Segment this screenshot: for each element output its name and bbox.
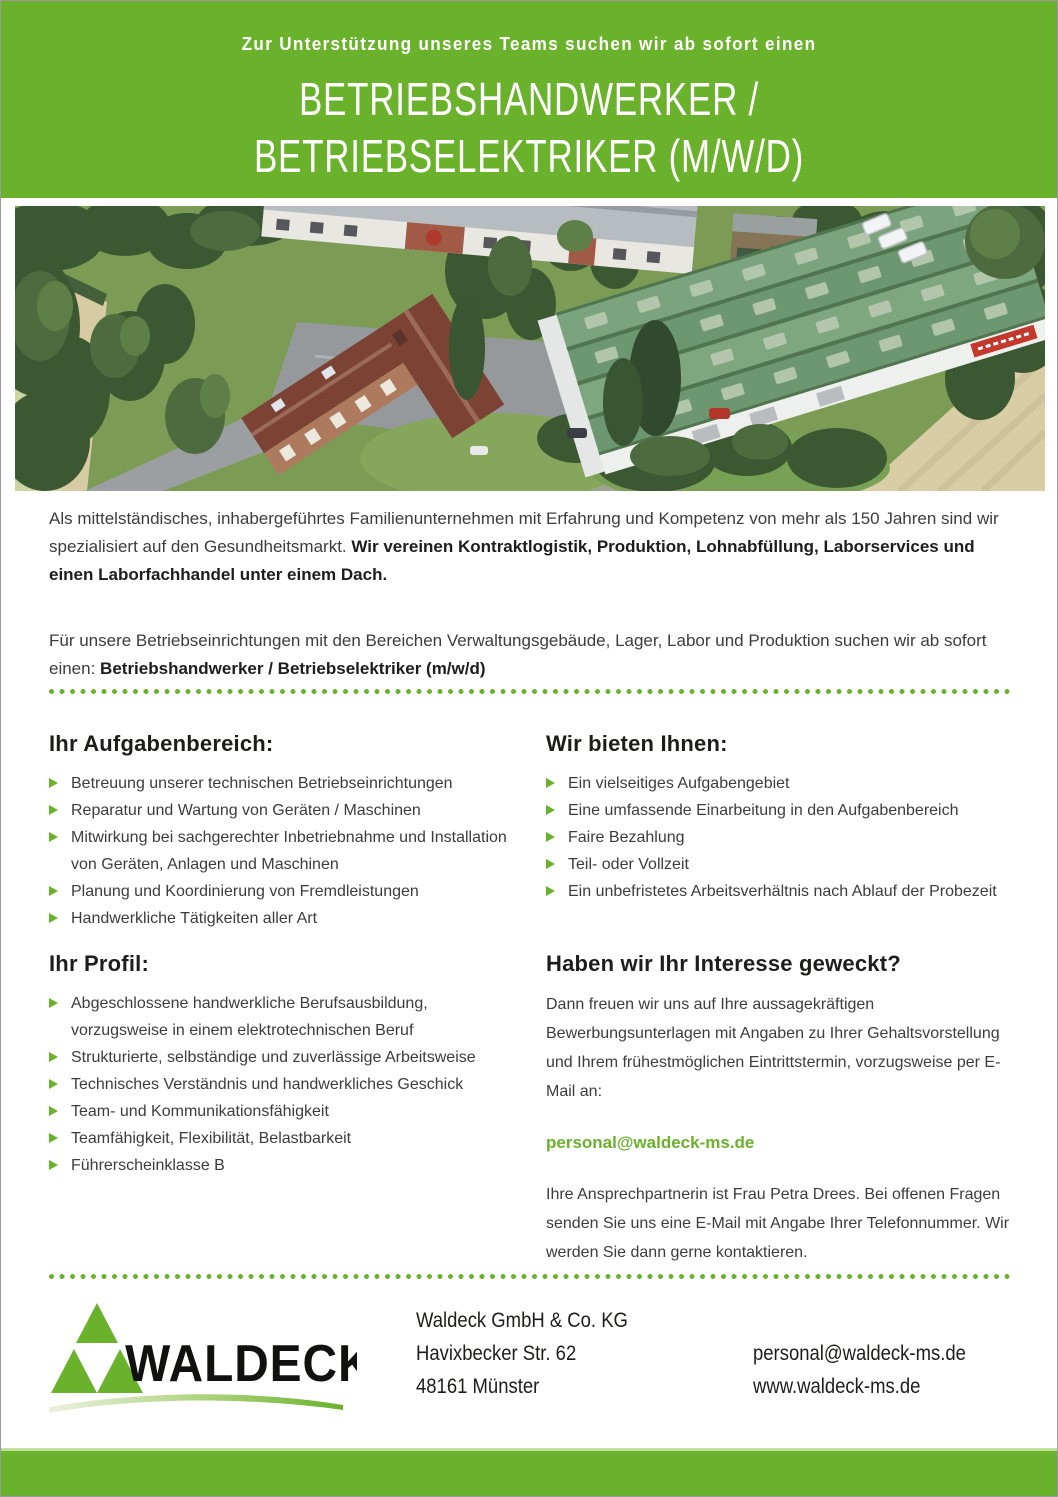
list-item-text: Teil- oder Vollzeit	[568, 856, 689, 873]
list-item	[546, 770, 1014, 797]
list-item-text: Ein unbefristetes Arbeitsverhältnis nach Ablauf der Probezeit	[568, 883, 997, 900]
list-item	[546, 824, 1014, 851]
aerial-photo-illustration	[15, 206, 1045, 491]
intro-p1-regular: Als mittelständisches, inhabergeführtes Familienunternehmen mit Erfahrung und Kompetenz von mehr als 150 Jahren sind wir spezialisiert auf den Gesundheitsmarkt.	[49, 509, 999, 556]
waldeck-logo-graphic	[47, 1301, 357, 1423]
list-item-text: Abgeschlossene handwerkliche Berufsausbildung, vorzugsweise in einem elektrotechnischen Beruf	[71, 995, 428, 1039]
list-item	[49, 797, 517, 824]
arrow-bullet-icon	[546, 778, 555, 788]
intro-p2-regular: Für unsere Betriebseinrichtungen mit den Bereichen Verwaltungsgebäude, Lager, Labor und Produktion suchen wir ab sofort einen:	[49, 631, 987, 678]
profil-list	[49, 990, 517, 1179]
list-item	[49, 905, 517, 932]
arrow-bullet-icon	[49, 998, 58, 1008]
arrow-bullet-icon	[49, 1160, 58, 1170]
job-title	[128, 71, 931, 185]
interesse-paragraph-1: Dann freuen wir uns auf Ihre aussagekräftigen Bewerbungsunterlagen mit Angaben zu Ihrer Gehaltsvorstellung und Ihrem frühestmöglichen Eintrittstermin, vorzugsweise per E-Mail an:	[546, 996, 1001, 1100]
footer-links	[753, 1337, 995, 1403]
list-item	[49, 878, 517, 905]
footer-green-bar	[1, 1448, 1057, 1497]
list-item	[49, 990, 517, 1044]
arrow-bullet-icon	[49, 1052, 58, 1062]
company-street: Havixbecker Str. 62	[416, 1342, 577, 1365]
arrow-bullet-icon	[546, 859, 555, 869]
list-item	[49, 1098, 517, 1125]
footer-website-link[interactable]: www.waldeck-ms.de	[753, 1375, 921, 1398]
arrow-bullet-icon	[49, 1133, 58, 1143]
list-item-text: Ein vielseitiges Aufgabengebiet	[568, 775, 790, 792]
list-item	[49, 1044, 517, 1071]
intro-p2-bold: Betriebshandwerker / Betriebselektriker (m/w/d)	[100, 659, 486, 678]
list-item-text: Eine umfassende Einarbeitung in den Aufgabenbereich	[568, 802, 959, 819]
section-wir-bieten	[546, 731, 1014, 905]
intro-p1-bold: Wir vereinen Kontraktlogistik, Produktion, Lohnabfüllung, Laborservices und einen Laborfachhandel unter einem Dach.	[49, 537, 975, 584]
profil-title: Ihr Profil:	[49, 951, 149, 976]
list-item-text: Strukturierte, selbständige und zuverlässige Arbeitsweise	[71, 1049, 476, 1066]
logo-swoosh	[49, 1394, 343, 1413]
list-item	[546, 797, 1014, 824]
company-name: Waldeck GmbH & Co. KG	[416, 1309, 628, 1332]
list-item-text: Mitwirkung bei sachgerechter Inbetriebnahme und Installation von Geräten, Anlagen und Maschinen	[71, 829, 507, 873]
section-interesse	[546, 951, 1014, 1267]
list-item-text: Technisches Verständnis und handwerkliches Geschick	[71, 1076, 464, 1093]
list-item	[49, 1071, 517, 1098]
arrow-bullet-icon	[49, 886, 58, 896]
footer-email-link[interactable]: personal@waldeck-ms.de	[753, 1342, 966, 1365]
application-email-link[interactable]: personal@waldeck-ms.de	[546, 1133, 755, 1152]
list-item	[546, 851, 1014, 878]
list-item	[49, 770, 517, 797]
job-title-line1: BETRIEBSHANDWERKER /	[298, 73, 760, 125]
intro-paragraph-1	[49, 505, 1014, 589]
intro-paragraph-2	[49, 627, 1014, 683]
list-item-text: Handwerkliche Tätigkeiten aller Art	[71, 910, 318, 927]
dotted-divider-bottom	[49, 1274, 1012, 1279]
list-item-text: Planung und Koordinierung von Fremdleistungen	[71, 883, 419, 900]
list-item-text: Führerscheinklasse B	[71, 1157, 225, 1174]
bieten-list	[546, 770, 1014, 905]
interesse-title: Haben wir Ihr Interesse geweckt?	[546, 951, 901, 976]
aufgaben-title: Ihr Aufgabenbereich:	[49, 731, 274, 756]
logo-wordmark: WALDECK	[125, 1334, 357, 1393]
arrow-bullet-icon	[49, 1106, 58, 1116]
arrow-bullet-icon	[49, 832, 58, 842]
aerial-photo	[15, 206, 1045, 491]
aufgaben-list	[49, 770, 517, 932]
header-kicker: Zur Unterstützung unseres Teams suchen wir ab sofort einen	[241, 34, 817, 54]
list-item	[49, 1125, 517, 1152]
list-item-text: Teamfähigkeit, Flexibilität, Belastbarkeit	[71, 1130, 352, 1147]
bieten-title: Wir bieten Ihnen:	[546, 731, 728, 756]
list-item-text: Reparatur und Wartung von Geräten / Maschinen	[71, 802, 421, 819]
list-item	[546, 878, 1014, 905]
section-aufgabenbereich	[49, 731, 517, 932]
list-item-text: Team- und Kommunikationsfähigkeit	[71, 1103, 329, 1120]
arrow-bullet-icon	[49, 778, 58, 788]
header-banner	[1, 1, 1057, 198]
list-item-text: Faire Bezahlung	[568, 829, 685, 846]
list-item	[49, 1152, 517, 1179]
section-profil	[49, 951, 517, 1179]
arrow-bullet-icon	[546, 832, 555, 842]
company-city: 48161 Münster	[416, 1375, 540, 1398]
arrow-bullet-icon	[49, 913, 58, 923]
arrow-bullet-icon	[546, 805, 555, 815]
dotted-divider-top	[49, 689, 1012, 694]
job-title-line2: BETRIEBSELEKTRIKER (M/W/D)	[253, 130, 805, 182]
waldeck-logo	[47, 1301, 357, 1423]
arrow-bullet-icon	[49, 1079, 58, 1089]
footer-address	[416, 1304, 657, 1403]
intro-section	[49, 505, 1014, 683]
arrow-bullet-icon	[49, 805, 58, 815]
interesse-paragraph-2: Ihre Ansprechpartnerin ist Frau Petra Drees. Bei offenen Fragen senden Sie uns eine E-Mail mit Angabe Ihrer Telefonnummer. Wir werden Sie dann gerne kontaktieren.	[546, 1186, 1010, 1261]
arrow-bullet-icon	[546, 886, 555, 896]
list-item	[49, 824, 517, 878]
list-item-text: Betreuung unserer technischen Betriebseinrichtungen	[71, 775, 453, 792]
